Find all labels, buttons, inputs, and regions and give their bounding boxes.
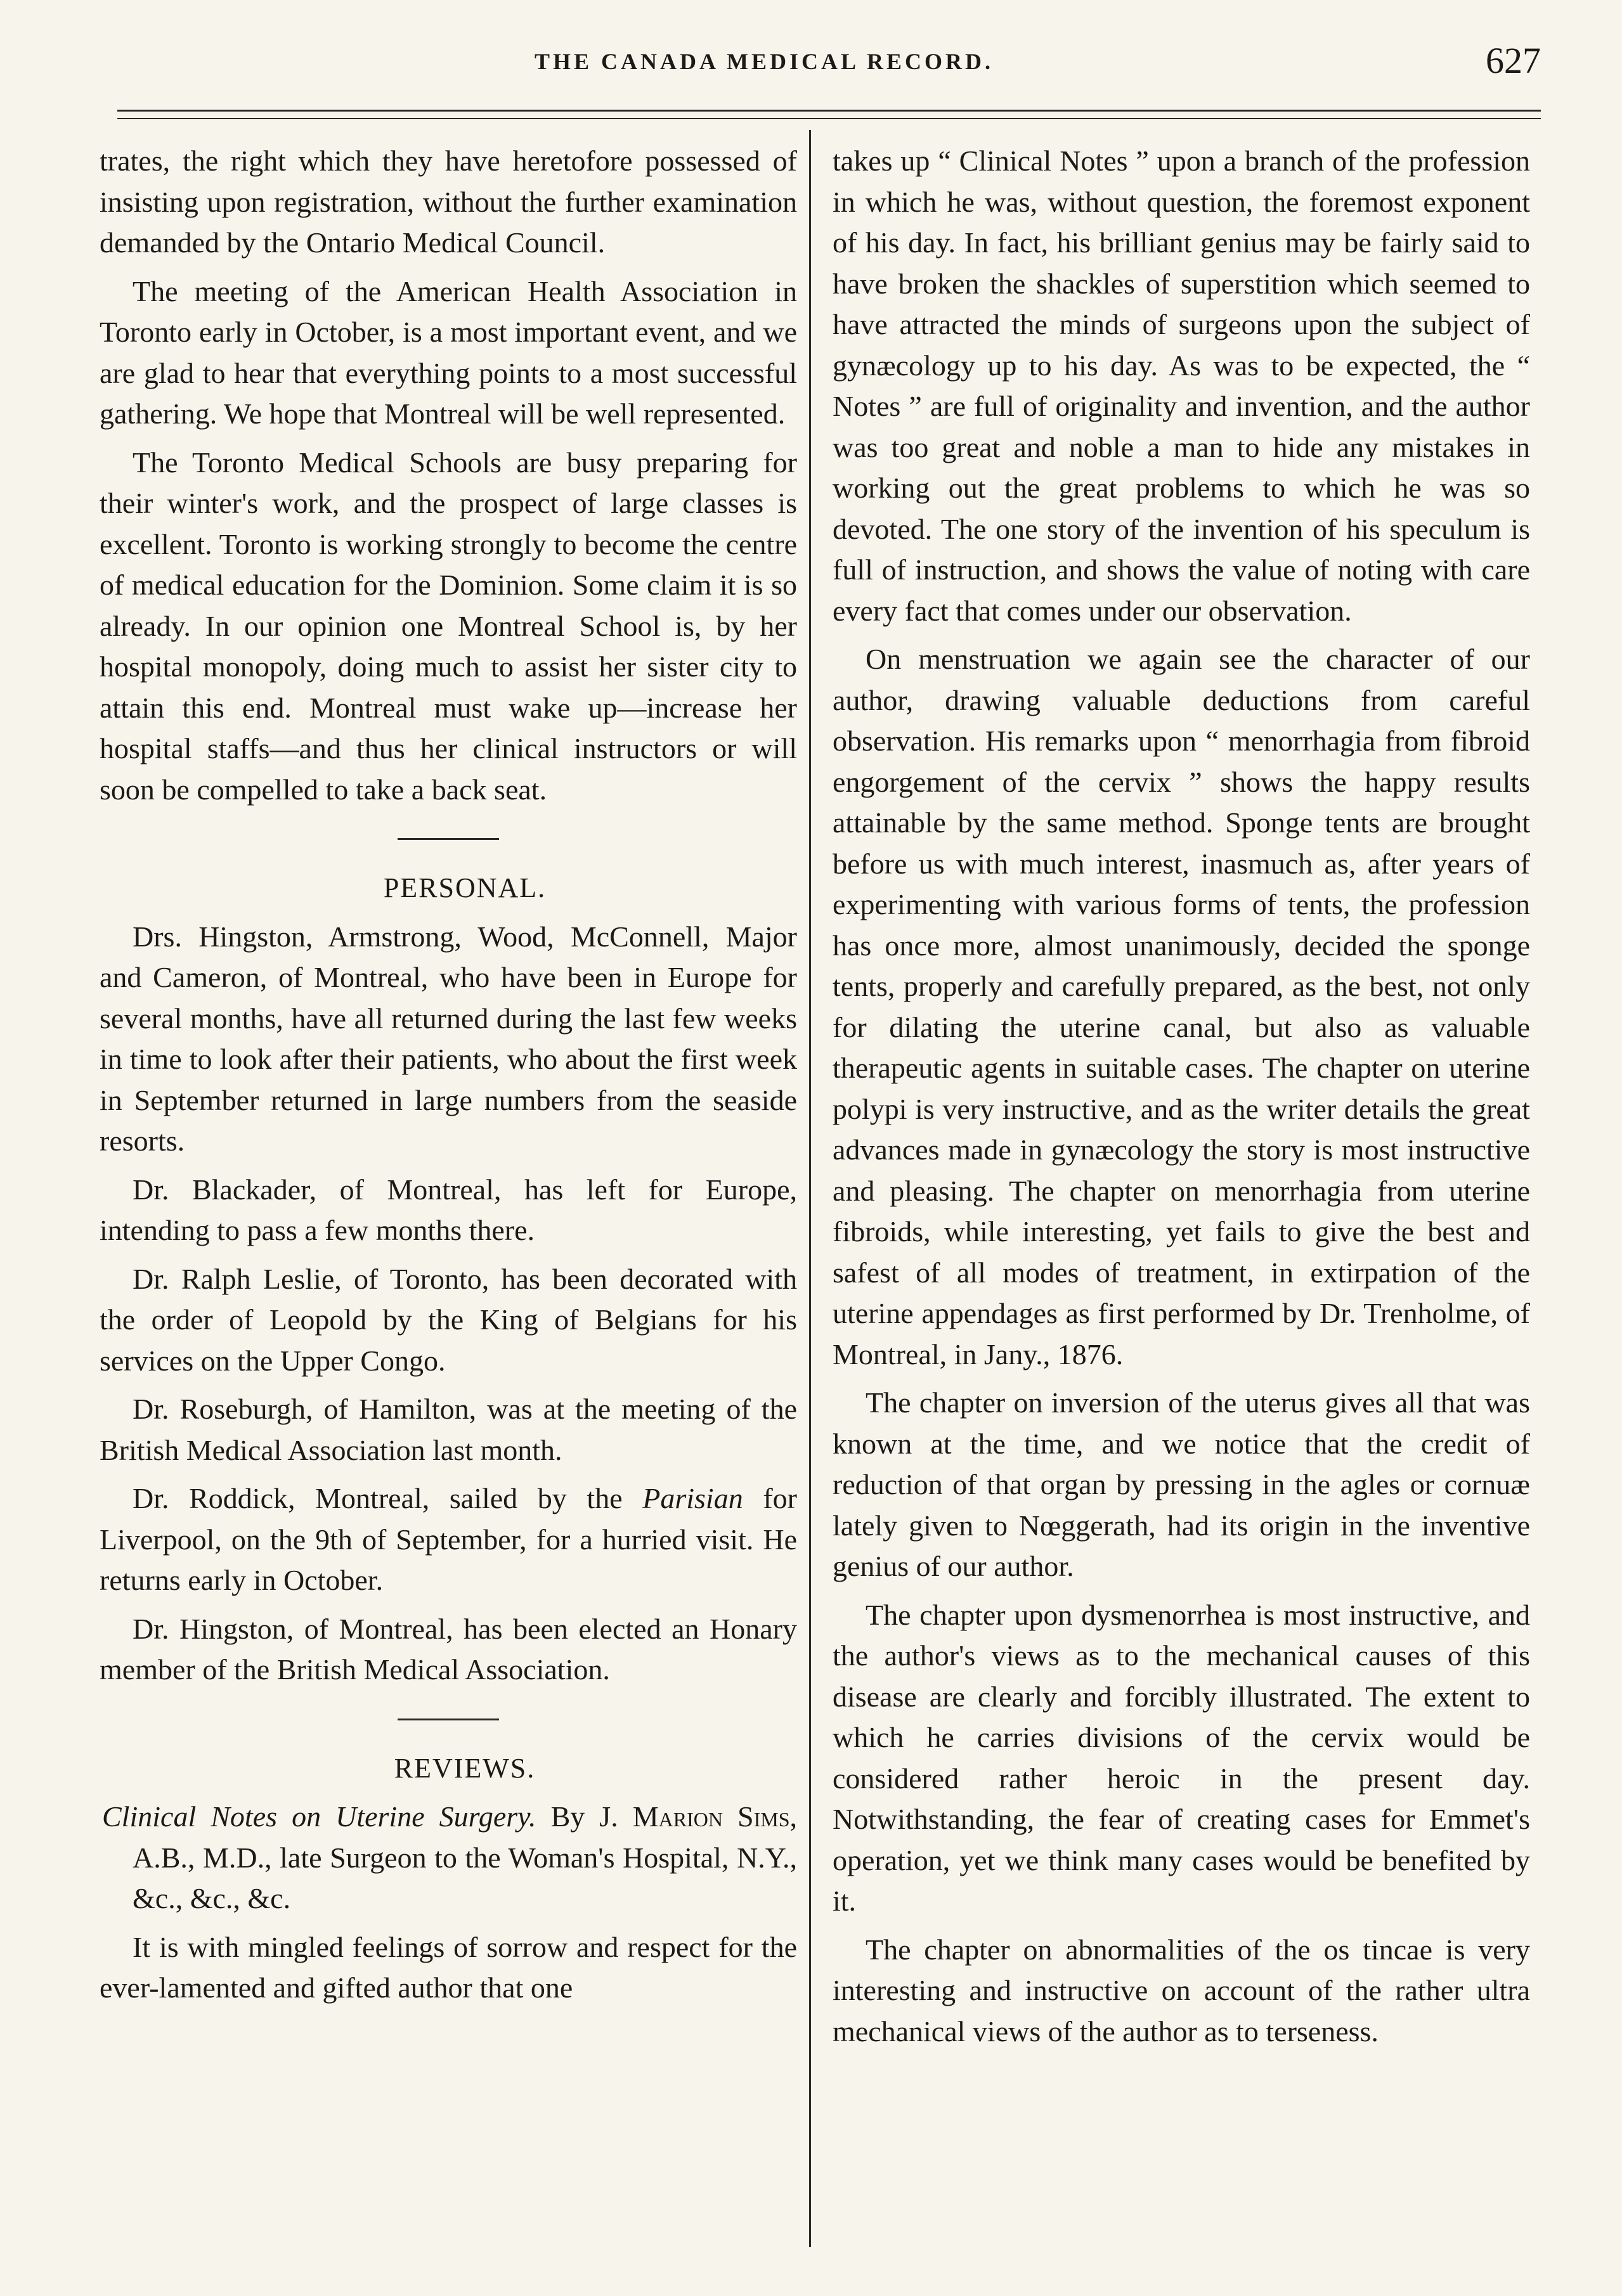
- journal-title: THE CANADA MEDICAL RECORD.: [534, 49, 994, 74]
- personal-item: Drs. Hingston, Armstrong, Wood, McConnell, Major and Cameron, of Montreal, who have been in Europe for several months, have all returned during the last few weeks in time to look after their patients, who about the first week in September returned in large numbers from the seaside resorts.: [100, 920, 797, 1157]
- section-divider: [398, 1719, 499, 1720]
- personal-item: Dr. Hingston, of Montreal, has been elected an Honary member of the British Medical Association.: [100, 1612, 797, 1686]
- review-paragraph: On menstruation we again see the character of our author, drawing valuable deductions from careful observation. His remarks upon “ menorrhagia from fibroid engorgement of the cervix ” shows the happy results attainable by the same method. Sponge tents are brought before us with much interest, inasmuch as, after years of experimenting with various forms of tents, the profession has once more, almost unanimously, decided the sponge tents, properly and carefully prepared, as the best, not only for dilating the uterine canal, but also as valuable therapeutic agents in suitable cases. The chapter on uterine polypi is very instructive, and as the writer details the great advances made in gynæcology the story is most instructive and pleasing. The chapter on menorrhagia from uterine fibroids, while interesting, yet fails to give the best and safest of all modes of treatment, in extirpation of the uterine appendages as first performed by Dr. Trenholme, of Montreal, in Jany., 1876.: [833, 643, 1530, 1371]
- review-by: By J.: [536, 1800, 633, 1833]
- right-column: [833, 141, 1530, 2060]
- page-number: 627: [1486, 40, 1541, 81]
- ship-name: Parisian: [642, 1482, 743, 1514]
- personal-item: [100, 1478, 797, 1601]
- review-paragraph-continued: takes up “ Clinical Notes ” upon a branch of the profession in which he was, without question, the foremost exponent of his day. In fact, his brilliant genius may be fairly said to have broken the shackles of superstition which seemed to have attracted the minds of surgeons upon the subject of gynæcology up to his day. As was to be expected, the “ Notes ” are full of originality and invention, and the author was too great and noble a man to hide any mistakes in working out the great problems to which he was so devoted. The one story of the invention of his speculum is full of instruction, and shows the value of noting with care every fact that comes under our observation.: [833, 145, 1530, 627]
- personal-text: for Liverpool, on the 9th of September, for a hurried visit. He returns early in October.: [100, 1482, 797, 1596]
- review-author: Marion Sims: [632, 1800, 790, 1833]
- left-column: [100, 141, 797, 2016]
- review-paragraph: It is with mingled feelings of sorrow and respect for the ever-lamented and gifted author that one: [100, 1930, 797, 2004]
- section-divider: [398, 838, 499, 840]
- column-divider: [809, 130, 811, 2247]
- review-credentials: , A.B., M.D., late Surgeon to the Woman's Hospital, N.Y., &c., &c., &c.: [133, 1800, 797, 1914]
- personal-heading: PERSONAL.: [383, 872, 547, 903]
- personal-text: Dr. Roddick, Montreal, sailed by the: [133, 1482, 643, 1514]
- review-paragraph: The chapter upon dysmenorrhea is most instructive, and the author's views as to the mechanical causes of this disease are clearly and forcibly illustrated. The extent to which he carries divisions of the cervix would be considered rather heroic in the present day. Notwithstanding, the fear of creating cases for Emmet's operation, yet we think many cases would be benefited by it.: [833, 1598, 1530, 1917]
- review-book-title: Clinical Notes on Uterine Surgery.: [102, 1800, 536, 1833]
- header-rule-top: [117, 110, 1541, 112]
- paragraph-toronto-schools: The Toronto Medical Schools are busy preparing for their winter's work, and the prospect of large classes is excellent. Toronto is working strongly to become the centre of medical education for the Dominion. Some claim it is so already. In our opinion one Montreal School is, by her hospital monopoly, doing much to assist her sister city to attain this end. Montreal must wake up—increase her hospital staffs—and thus her clinical instructors or will soon be compelled to take a back seat.: [100, 446, 797, 806]
- review-paragraph: The chapter on abnormalities of the os tincae is very interesting and instructive on account of the rather ultra mechanical views of the author as to terseness.: [833, 1933, 1530, 2048]
- personal-item: Dr. Blackader, of Montreal, has left for Europe, intending to pass a few months there.: [100, 1173, 797, 1246]
- review-citation: [100, 1796, 797, 1919]
- running-head: [108, 39, 1541, 90]
- paragraph-continued: trates, the right which they have heretofore possessed of insisting upon registration, without the further examination demanded by the Ontario Medical Council.: [100, 145, 797, 259]
- header-rule-bottom: [117, 118, 1541, 119]
- reviews-heading: REVIEWS.: [394, 1752, 536, 1784]
- personal-item: Dr. Ralph Leslie, of Toronto, has been decorated with the order of Leopold by the King of Belgians for his services on the Upper Congo.: [100, 1262, 797, 1377]
- personal-item: Dr. Roseburgh, of Hamilton, was at the meeting of the British Medical Association last month.: [100, 1393, 797, 1466]
- review-paragraph: The chapter on inversion of the uterus gives all that was known at the time, and we notice that the credit of reduction of that organ by pressing in the agles or cornuæ lately given to Nœggerath, had its origin in the inventive genius of our author.: [833, 1386, 1530, 1582]
- paragraph-health-association: The meeting of the American Health Association in Toronto early in October, is a most important event, and we are glad to hear that everything points to a most successful gathering. We hope that Montreal will be well represented.: [100, 274, 797, 430]
